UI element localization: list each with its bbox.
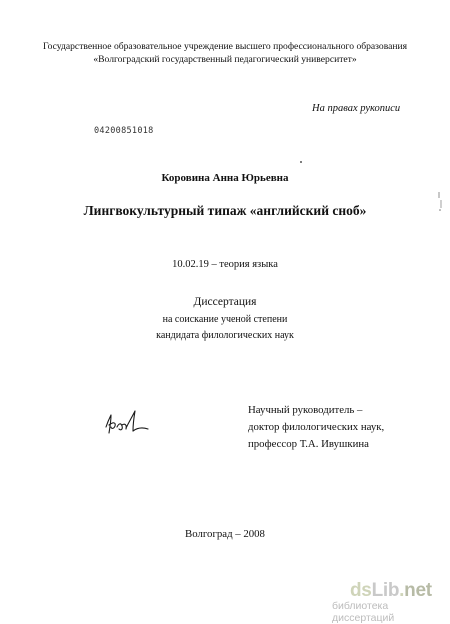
- supervisor-degree: доктор филологических наук,: [248, 421, 385, 433]
- document-type: Диссертация: [193, 296, 257, 308]
- scan-edge-marks: [436, 190, 444, 212]
- watermark-subtitle: библиотека диссертаций: [332, 600, 395, 624]
- city-year: Волгоград – 2008: [185, 528, 265, 540]
- supervisor-label: Научный руководитель –: [248, 404, 363, 416]
- document-number: 04200851018: [94, 126, 154, 136]
- supervisor-name: профессор Т.А. Ивушкина: [248, 438, 369, 450]
- watermark-logo-tld: net: [404, 580, 432, 601]
- watermark-logo-name: Lib: [371, 580, 400, 601]
- specialty-code: 10.02.19 – теория языка: [172, 259, 278, 270]
- institution-line-1: Государственное образовательное учреждение высшего профессионального образования: [42, 41, 408, 52]
- watermark-logo-prefix: ds: [350, 580, 372, 601]
- watermark-logo-sep: .: [399, 580, 405, 601]
- degree-line-2: кандидата филологических наук: [156, 330, 294, 341]
- degree-line-1: на соискание ученой степени: [162, 314, 288, 325]
- watermark-logo: [350, 580, 432, 602]
- scan-speck: [300, 161, 302, 163]
- institution-line-2: «Волгоградский государственный педагогический университет»: [93, 54, 357, 65]
- dissertation-title: Лингвокультурный типаж «английский сноб»: [83, 203, 367, 218]
- author-name: Коровина Анна Юрьевна: [161, 172, 289, 184]
- rights-note: На правах рукописи: [312, 103, 401, 114]
- handwritten-signature: [102, 405, 154, 441]
